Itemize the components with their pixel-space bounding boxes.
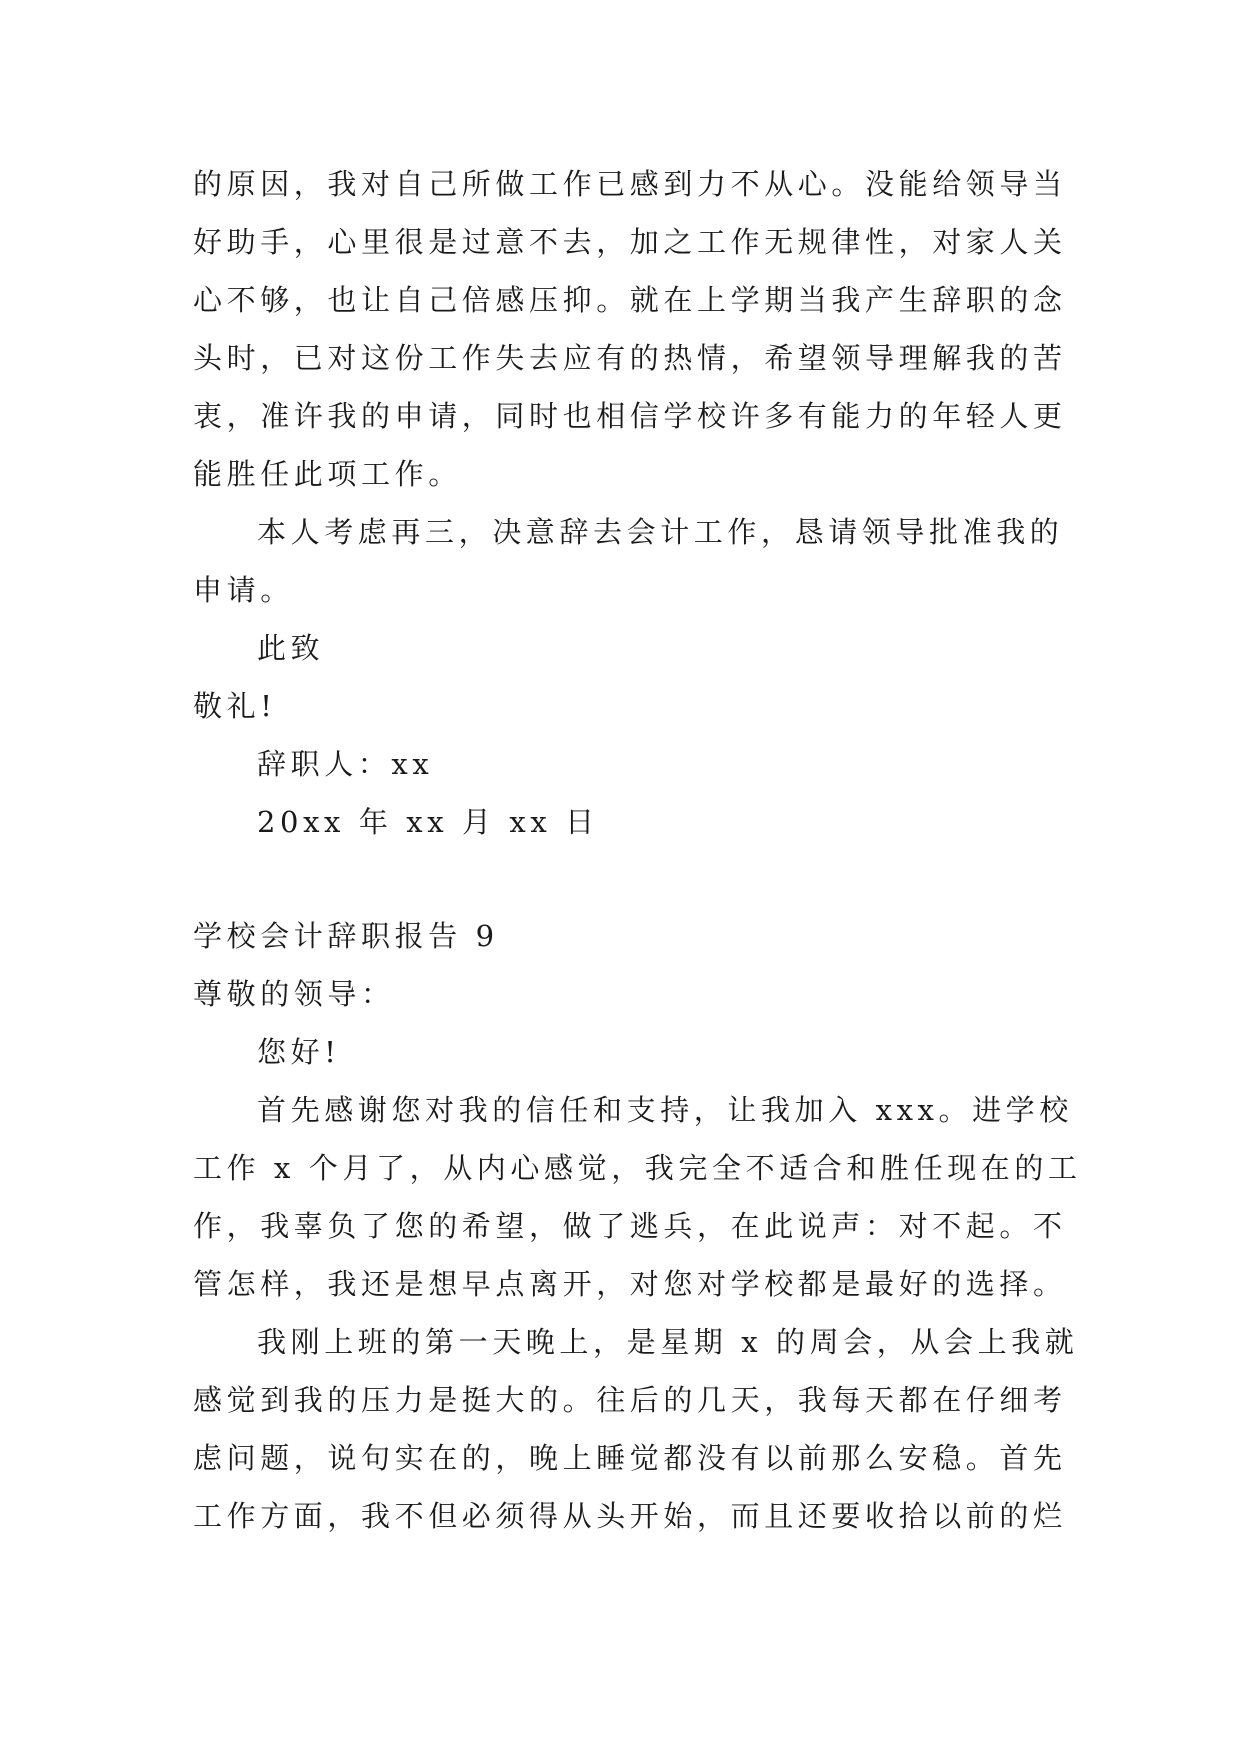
greeting-addressee: 尊敬的领导： [193,977,395,1011]
paragraph-line: 头时，已对这份工作失去应有的热情，希望领导理解我的苦 [193,341,1067,375]
paragraph-line: 好助手，心里很是过意不去，加之工作无规律性，对家人关 [193,225,1067,259]
section-title: 学校会计辞职报告 9 [193,919,499,953]
paragraph-line: 首先感谢您对我的信任和支持，让我加入 xxx。进学校 [257,1093,1073,1127]
paragraph-line: 感觉到我的压力是挺大的。往后的几天，我每天都在仔细考 [193,1383,1067,1417]
paragraph-line: 衷，准许我的申请，同时也相信学校许多有能力的年轻人更 [193,399,1067,433]
paragraph-line: 本人考虑再三，决意辞去会计工作，恳请领导批准我的 [257,515,1064,549]
paragraph-line: 能胜任此项工作。 [193,457,462,491]
closing-salutation: 此致 [257,631,325,665]
paragraph-line: 虑问题，说句实在的，晚上睡觉都没有以前那么安稳。首先 [193,1441,1067,1475]
paragraph-line: 我刚上班的第一天晚上，是星期 x 的周会，从会上我就 [257,1325,1079,1359]
paragraph-line: 作，我辜负了您的希望，做了逃兵，在此说声：对不起。不 [193,1209,1067,1243]
paragraph-line: 管怎样，我还是想早点离开，对您对学校都是最好的选择。 [193,1267,1067,1301]
signature-name: 辞职人：xx [257,747,434,781]
paragraph-line: 心不够，也让自己倍感压抑。就在上学期当我产生辞职的念 [193,283,1067,317]
paragraph-line: 申请。 [193,573,294,607]
paragraph-line: 工作 x 个月了，从内心感觉，我完全不适合和胜任现在的工 [193,1151,1082,1185]
greeting-hello: 您好! [257,1035,341,1069]
paragraph-line: 工作方面，我不但必须得从头开始，而且还要收拾以前的烂 [193,1499,1067,1533]
paragraph-line: 的原因，我对自己所做工作已感到力不从心。没能给领导当 [193,167,1067,201]
signature-date: 20xx 年 xx 月 xx 日 [257,805,599,839]
closing-respect: 敬礼! [193,689,277,723]
